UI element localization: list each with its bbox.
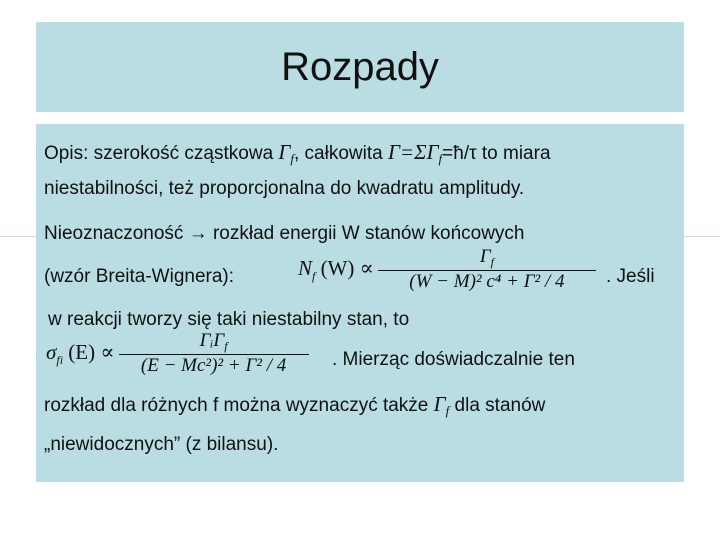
gamma-subscript: f (290, 151, 294, 166)
text-line-6-end: . Mierząc doświadczalnie ten (332, 349, 575, 370)
slide-title: Rozpady (281, 44, 439, 89)
text-line-4-end: . Jeśli (606, 266, 655, 287)
breit-wigner-formula (298, 246, 596, 293)
line7-part1: rozkład dla różnych f można wyznaczyć także (44, 395, 434, 416)
gamma-symbol-2: Γ (433, 392, 446, 416)
formula2-fraction (119, 330, 309, 377)
gamma-sum-equation: Γ=ΣΓ (387, 140, 439, 164)
formula1-numerator: $\Gamma_f$ (479, 246, 494, 269)
gamma-symbol: Γ (278, 140, 291, 164)
formula1-fraction (378, 246, 596, 293)
line1-part1: Opis: szerokość cząstkowa (44, 143, 279, 164)
text-line-1 (44, 140, 551, 167)
decorative-line-right (684, 236, 720, 237)
text-line-5: w reakcji tworzy się taki niestabilny stan, to (48, 309, 410, 330)
cross-section-formula (46, 330, 309, 377)
content-box (36, 124, 684, 482)
title-box (36, 22, 684, 112)
gamma-subscript-2: f (445, 403, 450, 418)
line1-part3: =ħ/τ to miara (442, 143, 551, 164)
formula2-denominator: (E − Mc²)² + Γ² / 4 (140, 355, 287, 376)
text-line-7 (44, 392, 545, 419)
decorative-line-left (0, 236, 36, 237)
text-line-4-start: (wzór Breita-Wignera): (44, 266, 235, 287)
line1-part2: , całkowita (294, 143, 388, 164)
formula2-lhs: $\sigma_{fi}$ (E) ∝ (46, 339, 115, 367)
formula2-numerator: ΓᵢΓ$_f$ (199, 330, 228, 353)
gamma-sum-subscript: f (438, 151, 443, 166)
text-line-2: niestabilności, też proporcjonalna do kwadratu amplitudy. (44, 178, 525, 199)
formula1-denominator: (W − M)² c⁴ + Γ² / 4 (409, 271, 565, 292)
line7-part2: dla stanów (449, 395, 546, 416)
formula1-lhs: $N_f$ (W) ∝ (298, 255, 374, 283)
text-line-8: „niewidocznych” (z bilansu). (44, 434, 279, 455)
text-line-3: Nieoznaczoność → rozkład energii W stanów końcowych (44, 223, 525, 244)
